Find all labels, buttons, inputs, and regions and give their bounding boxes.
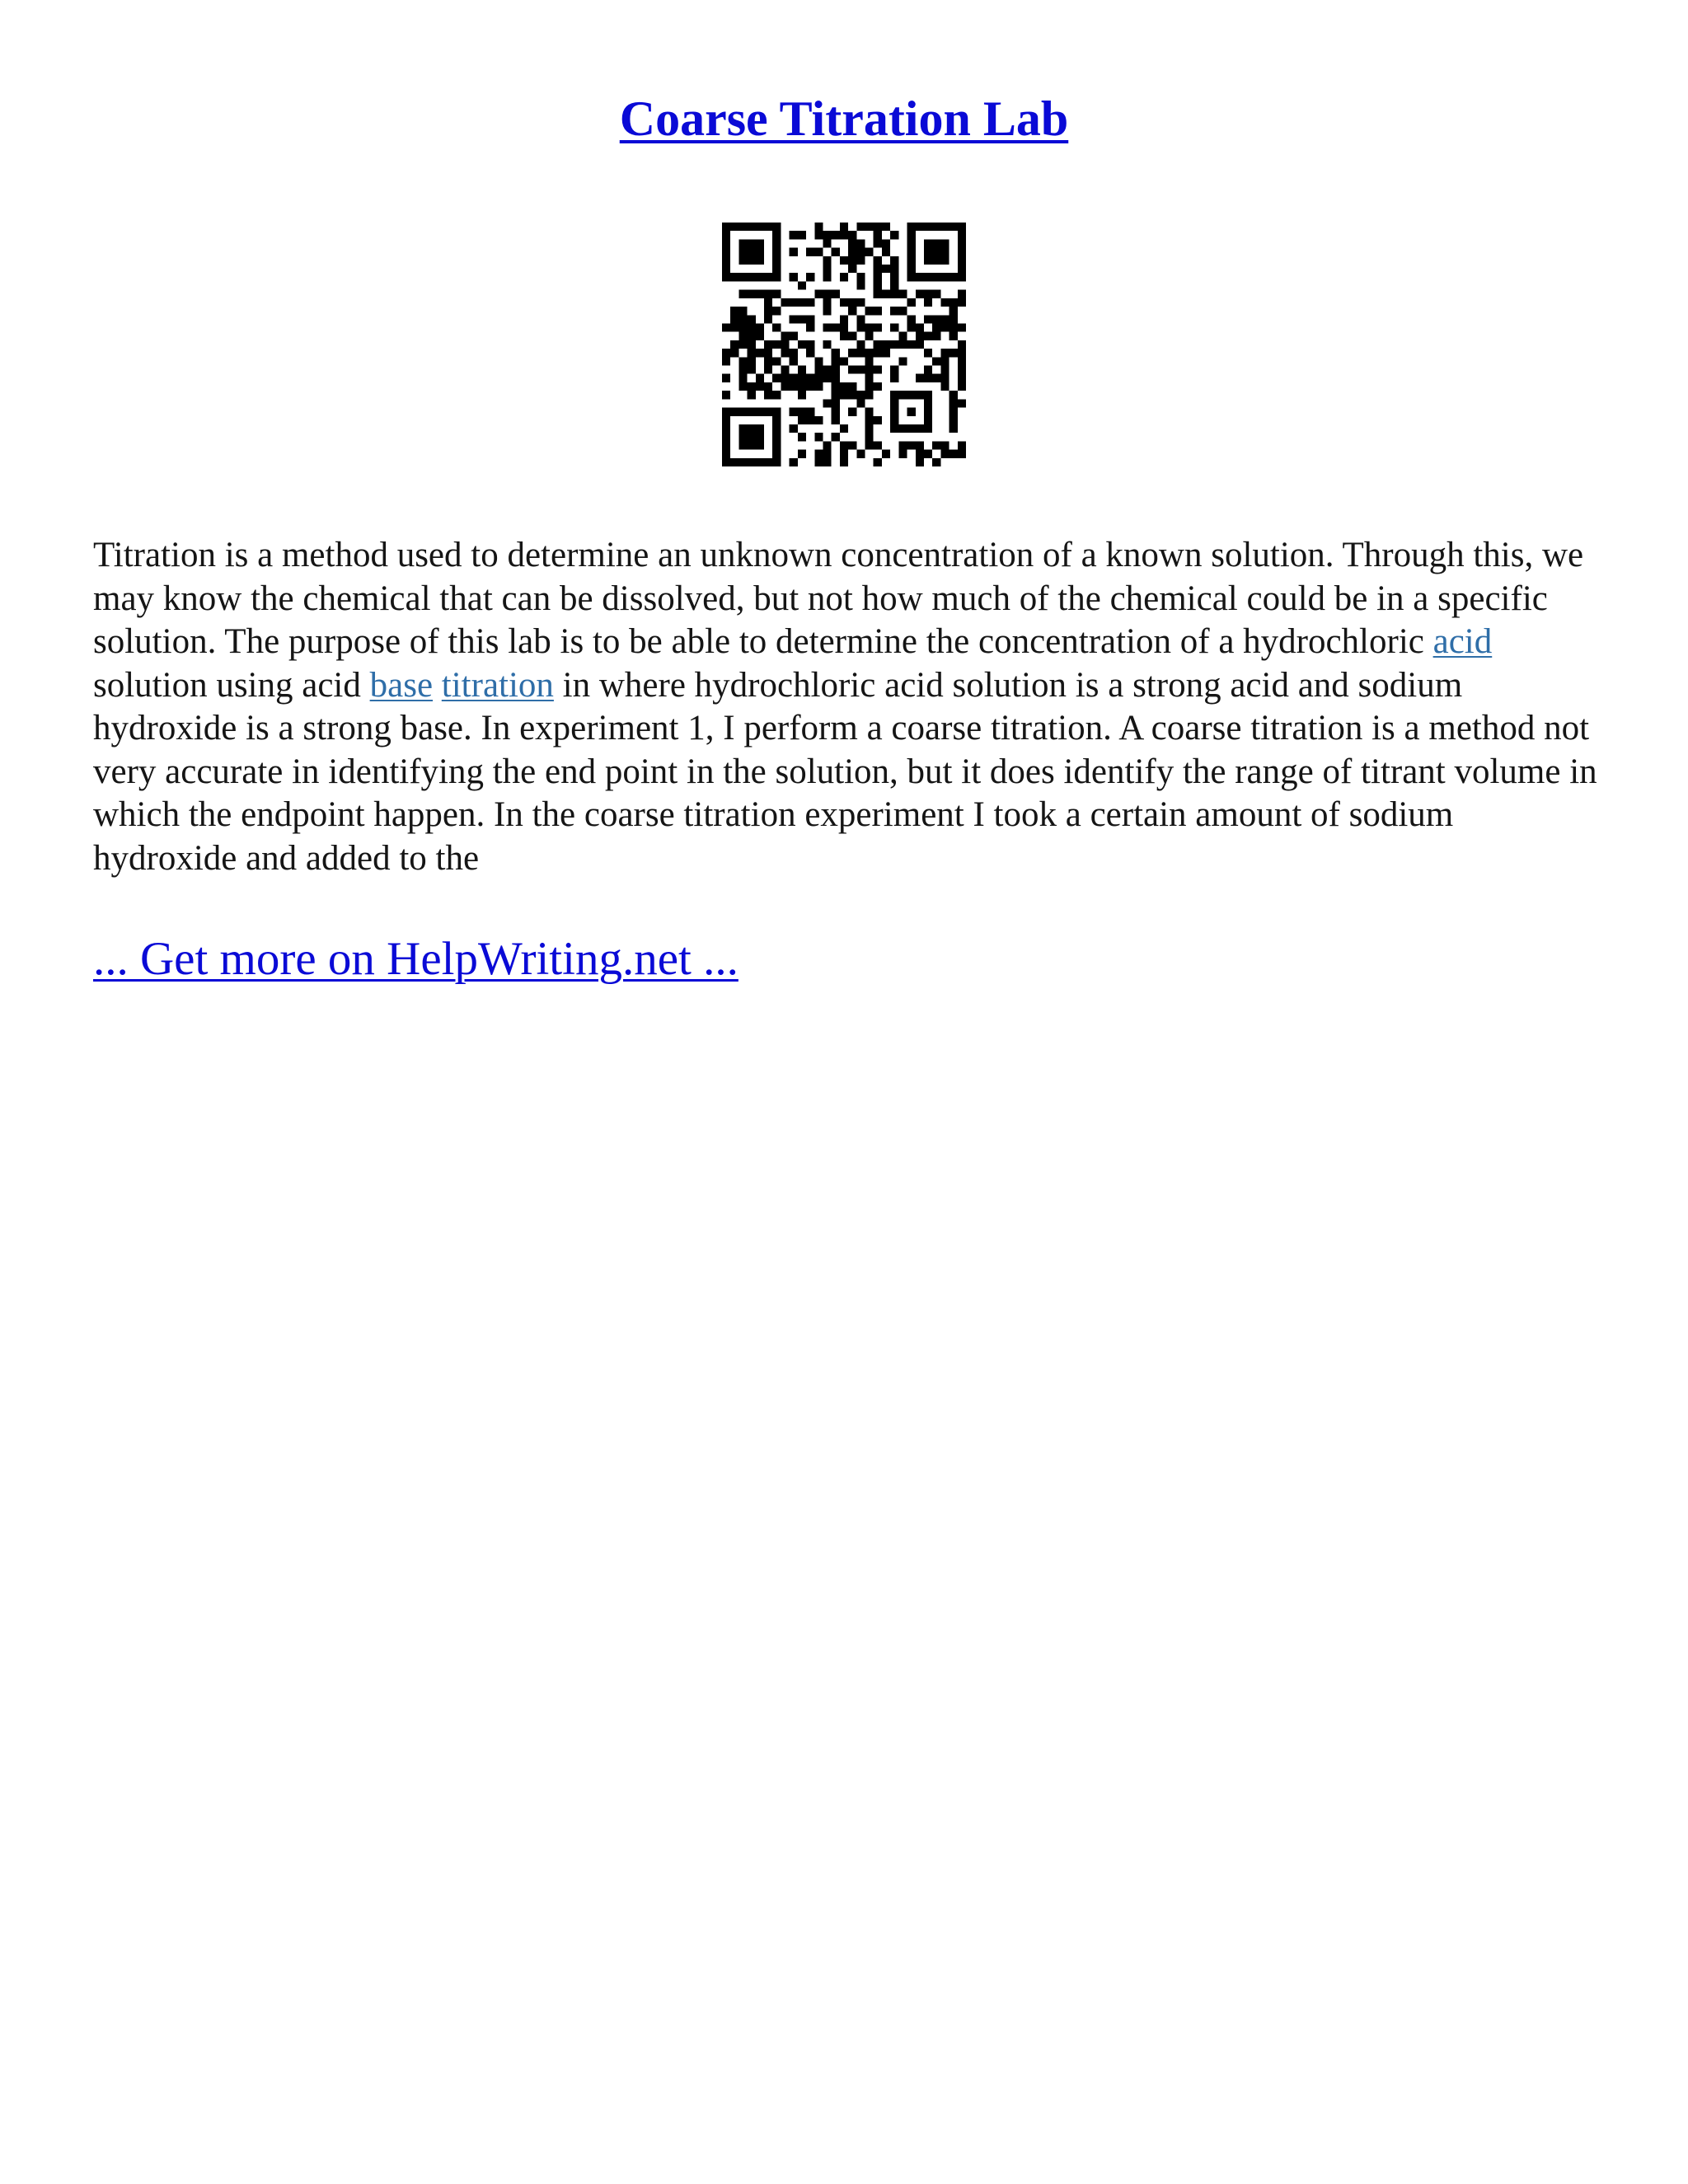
- body-paragraph: [93, 534, 1601, 880]
- paragraph-text: in where hydrochloric acid solution is a strong acid and sodium hydroxide is a strong base. In experiment 1, I perform a coarse titration. A coarse titration is a method not very accurate in identifying the end point in the solution, but it does identify the range of titrant volume in which the endpoint happen. In the coarse titration experiment I took a certain amount of sodium hydroxide and added to the: [93, 665, 1597, 878]
- paragraph-text: Titration is a method used to determine an unknown concentration of a known solution. Through this, we may know the chemical that can be dissolved, but not how much of the chemical could be in a specific solution. The purpose of this lab is to be able to determine the concentration of a hydrochloric: [93, 536, 1584, 661]
- title-link[interactable]: Coarse Titration Lab: [619, 91, 1069, 146]
- titration-link[interactable]: titration: [441, 665, 554, 705]
- paragraph-text: solution using acid: [93, 665, 370, 705]
- get-more-paragraph: [93, 930, 738, 989]
- base-link[interactable]: base: [369, 665, 434, 705]
- get-more-link[interactable]: ... Get more on HelpWriting.net ...: [93, 933, 738, 985]
- paragraph-text: [433, 666, 442, 705]
- page-title: [0, 86, 1688, 152]
- qr-code-icon: [722, 223, 966, 466]
- acid-link[interactable]: acid: [1432, 622, 1493, 661]
